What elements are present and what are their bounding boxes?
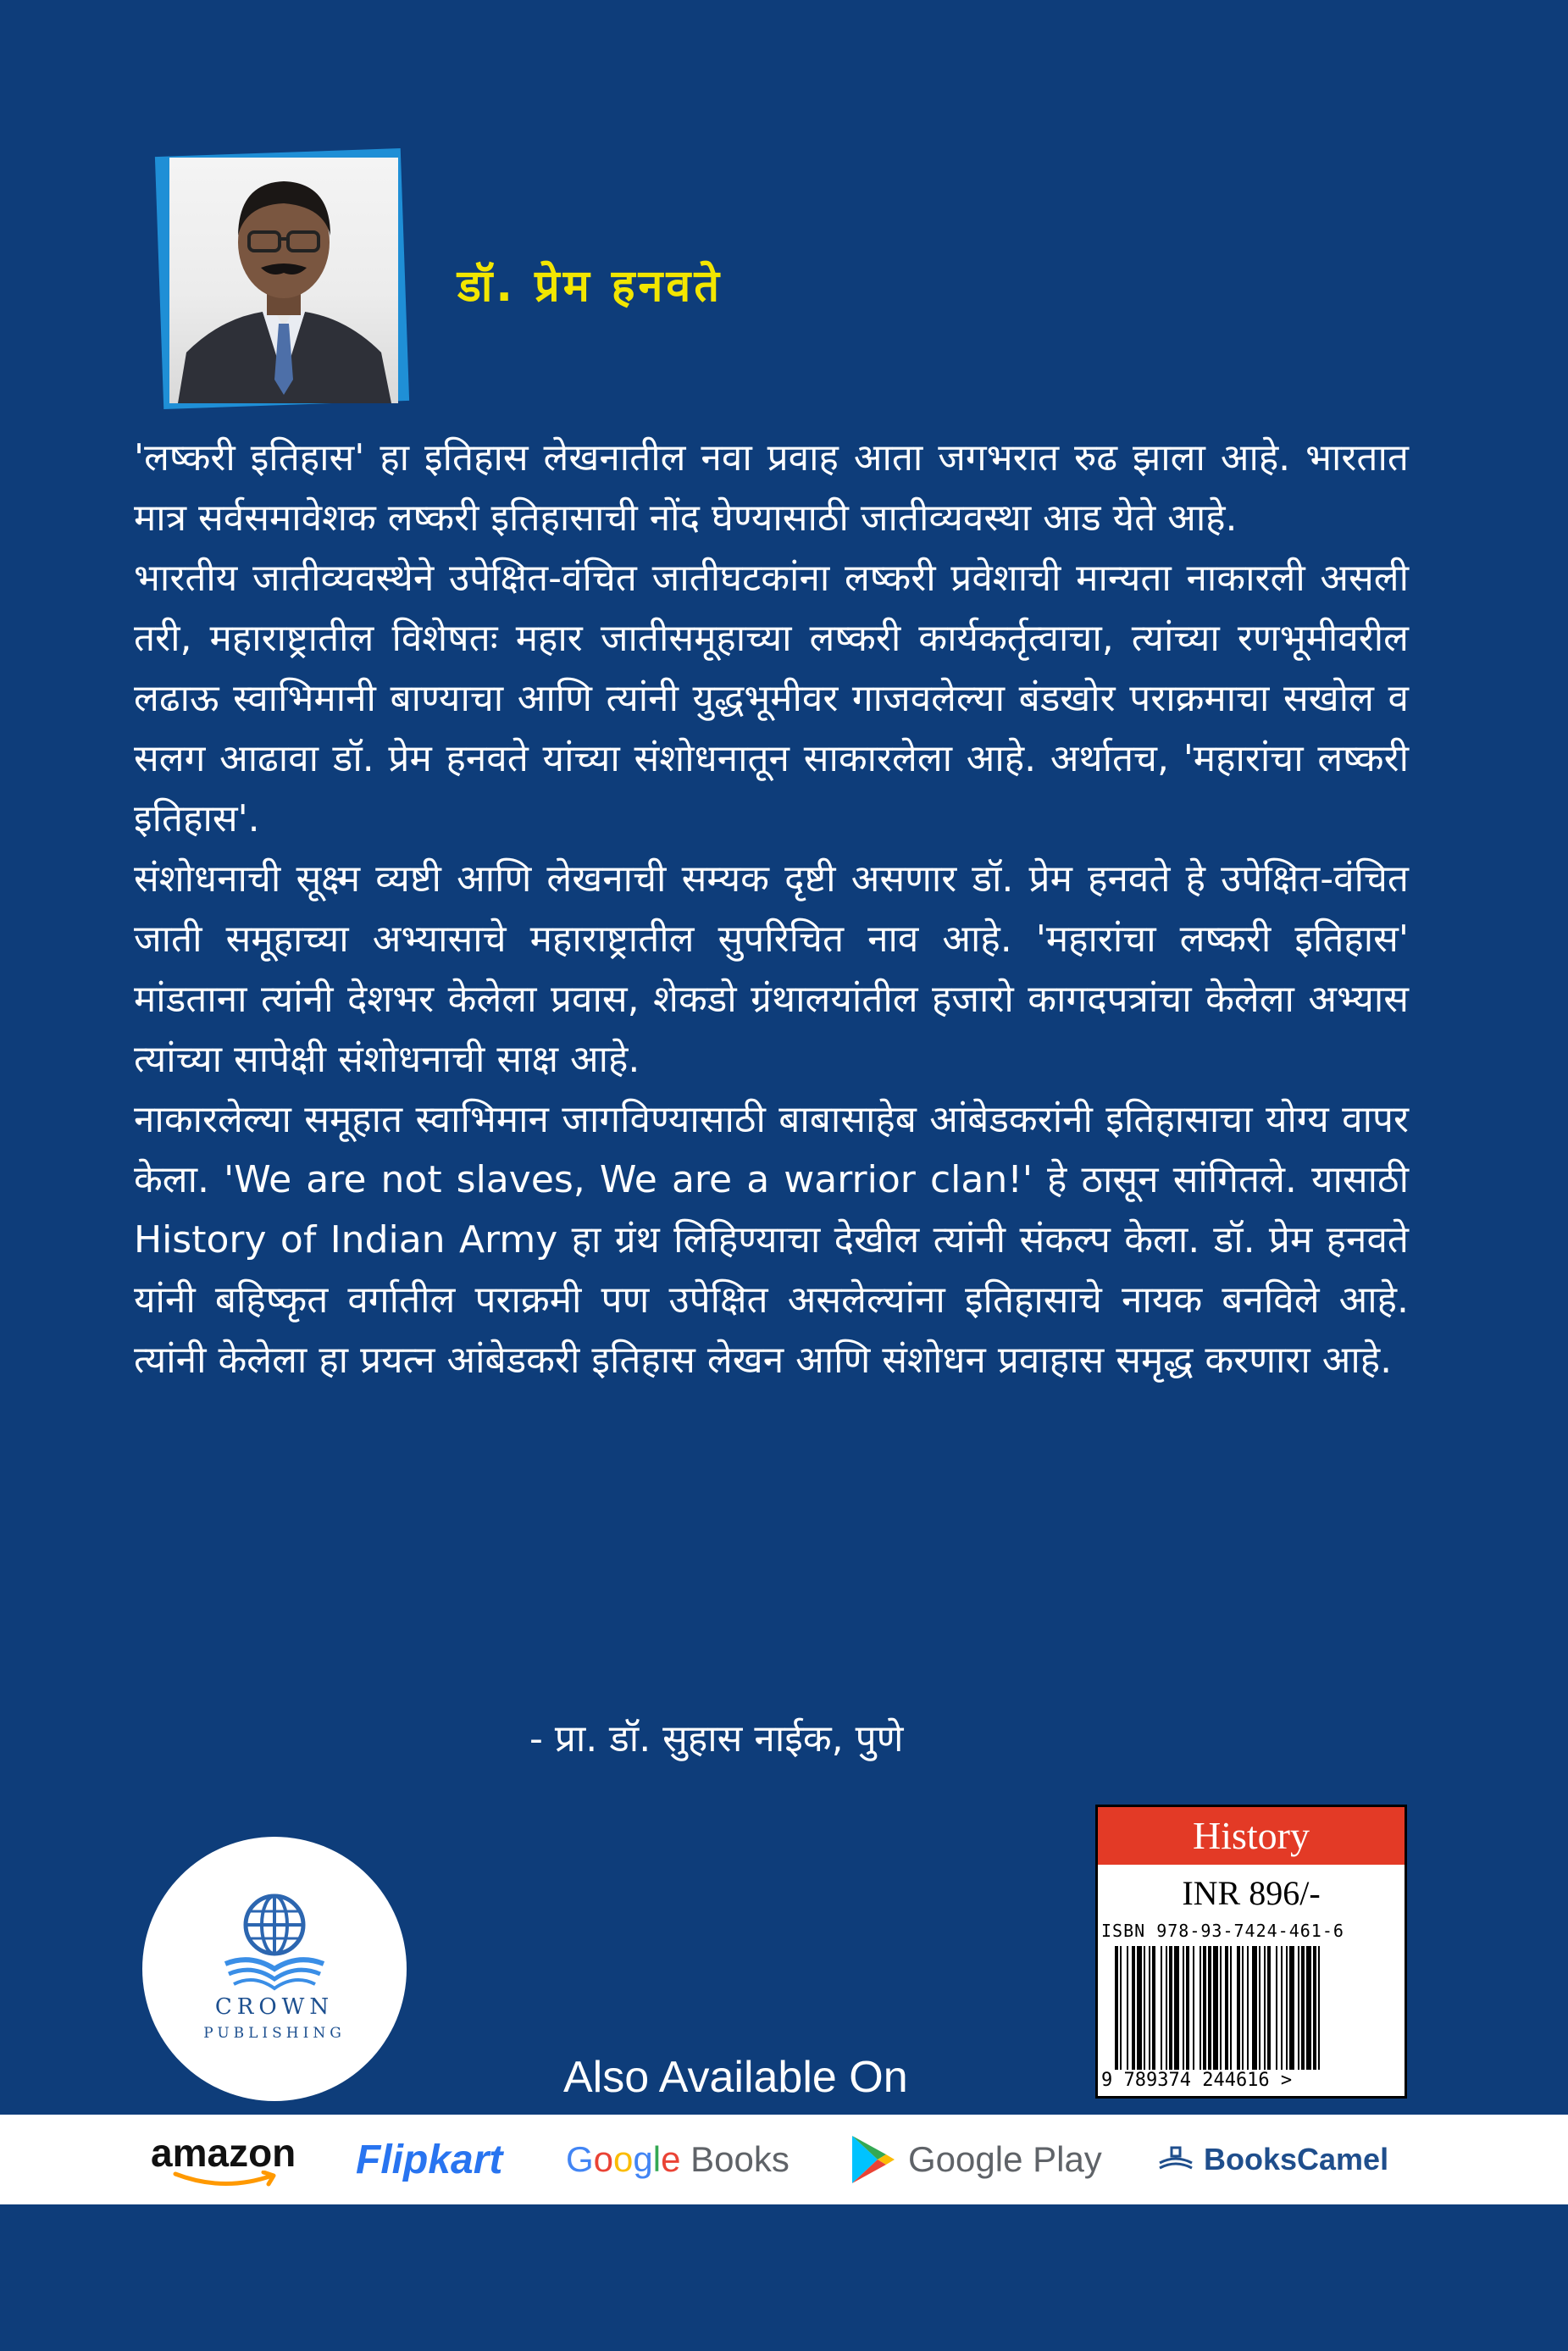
barcode-bar — [1213, 1946, 1218, 2070]
barcode-bar — [1281, 1946, 1283, 2070]
barcode-bar — [1242, 1946, 1244, 2070]
barcode-bar — [1237, 1946, 1240, 2070]
barcode-bar — [1220, 1946, 1222, 2070]
barcode-bar — [1183, 1946, 1184, 2070]
barcode-bar — [1276, 1946, 1277, 2070]
author-name: डॉ. प्रेम हनवते — [457, 261, 723, 312]
barcode-bar — [1200, 1946, 1201, 2070]
barcode-bar — [1289, 1946, 1294, 2070]
google-play-logo-text: Google Play — [908, 2139, 1102, 2179]
blurb-paragraph: भारतीय जातीव्यवस्थेने उपेक्षित-वंचित जातीघटकांना लष्करी प्रवेशाची मान्यता नाकारली असली तरी, महाराष्ट्रातील विशेषतः महार जातीसमूहाच्या लष्करी कार्यकर्तृत्वाचा, त्यांच्या रणभूमीवरील लढाऊ स्वाभिमानी बाण्याचा आणि त्यांनी युद्धभूमीवर गाजवलेल्या बंडखोर पराक्रमाचा सखोल व सलग आढावा डॉ. प्रेम हनवते यांच्या संशोधनातून साकारलेला आहे. अर्थातच, 'महारांचा लष्करी इतिहास'. — [134, 557, 1409, 840]
also-available-heading: Also Available On — [563, 2053, 908, 2102]
isbn-label: ISBN 978-93-7424-461-6 — [1101, 1921, 1344, 1941]
bookscamel-logo-text: BooksCamel — [1204, 2142, 1389, 2176]
barcode-bar — [1120, 1946, 1122, 2070]
price-label: INR 896/- — [1182, 1874, 1321, 1912]
barcode-bar — [1152, 1946, 1155, 2070]
barcode-bar — [1115, 1946, 1118, 2070]
retailer-strip — [0, 2115, 1568, 2204]
flipkart-logo-text: Flipkart — [356, 2137, 503, 2182]
barcode-bar — [1313, 1946, 1316, 2070]
barcode-bar — [1144, 1946, 1145, 2070]
retailer-google-books[interactable] — [566, 2115, 790, 2204]
barcode-bar — [1230, 1946, 1232, 2070]
barcode-bar — [1259, 1946, 1260, 2070]
barcode-number: 9 789374 244616 > — [1101, 2070, 1293, 2091]
blurb-text — [134, 428, 1409, 1390]
barcode-bar — [1166, 1946, 1167, 2070]
globe-book-icon — [220, 1889, 329, 1993]
barcode-bar — [1137, 1946, 1142, 2070]
retailer-amazon[interactable] — [151, 2115, 296, 2204]
publisher-tagline: PUBLISHING — [203, 2025, 346, 2042]
google-play-icon — [849, 2134, 896, 2185]
barcode-bar — [1247, 1946, 1249, 2070]
author-portrait-image — [169, 158, 398, 403]
barcode-bar — [1318, 1946, 1320, 2070]
barcode-bar — [1301, 1946, 1305, 2070]
blurb-paragraph: 'लष्करी इतिहास' हा इतिहास लेखनातील नवा प्रवाह आता जगभरात रुढ झाला आहे. भारतात मात्र सर्वसमावेशक लष्करी इतिहासाची नोंद घेण्यासाठी जातीव्यवस्था आड येते आहे. — [134, 436, 1409, 540]
barcode-bar — [1161, 1946, 1162, 2070]
barcode-bar — [1186, 1946, 1189, 2070]
author-photo — [169, 158, 398, 403]
barcode-bar — [1286, 1946, 1288, 2070]
barcode-bar — [1149, 1946, 1150, 2070]
barcode-bar — [1174, 1946, 1179, 2070]
retailer-flipkart[interactable] — [356, 2115, 502, 2204]
blurb-paragraph: नाकारलेल्या समूहात स्वाभिमान जागविण्यासाठी बाबासाहेब आंबेडकरांनी इतिहासाचा योग्य वापर केला. 'We are not slaves, We are a warrior clan!' हे ठासून सांगितले. यासाठी History of Indian Army हा ग्रंथ लिहिण्याचा देखील त्यांनी संकल्प केला. डॉ. प्रेम हनवते यांनी बहिष्कृत वर्गातील पराक्रमी पण उपेक्षित असलेल्यांना इतिहासाचे नायक बनविले आहे. त्यांनी केलेला हा प्रयत्न आंबेडकरी इतिहास लेखन आणि संशोधन प्रवाहास समृद्ध करणारा आहे. — [134, 1098, 1409, 1382]
barcode-bar — [1298, 1946, 1299, 2070]
blurb-signature: - प्रा. डॉ. सुहास नाईक, पुणे — [529, 1717, 904, 1760]
barcode-bar — [1193, 1946, 1194, 2070]
barcode-label — [1095, 1805, 1407, 2099]
amazon-logo-text: amazon — [151, 2131, 296, 2175]
amazon-smile-icon — [160, 2171, 287, 2189]
google-books-logo-text: Google Books — [566, 2139, 790, 2179]
barcode-bar — [1208, 1946, 1211, 2070]
barcode-bar — [1132, 1946, 1135, 2070]
barcode-bar — [1267, 1946, 1271, 2070]
barcode-bar — [1306, 1946, 1311, 2070]
barcode-bar — [1264, 1946, 1266, 2070]
bookscamel-icon — [1156, 2143, 1195, 2176]
publisher-logo — [142, 1837, 407, 2101]
barcode-bar — [1252, 1946, 1257, 2070]
blurb-paragraph: संशोधनाची सूक्ष्म व्यष्टी आणि लेखनाची सम्यक दृष्टी असणार डॉ. प्रेम हनवते हे उपेक्षित-वंचित जाती समूहाच्या अभ्यासाचे महाराष्ट्रातील सुपरिचित नाव आहे. 'महारांचा लष्करी इतिहास' मांडताना त्यांनी देशभर केलेला प्रवास, शेकडो ग्रंथालयांतील हजारो कागदपत्रांचा केलेला अभ्यास त्यांच्या सापेक्षी संशोधनाची साक्ष आहे. — [134, 857, 1409, 1081]
barcode-bar — [1127, 1946, 1128, 2070]
barcode-bar — [1203, 1946, 1206, 2070]
retailer-google-play[interactable] — [849, 2115, 1102, 2204]
barcode-bar — [1225, 1946, 1228, 2070]
barcode-bar — [1169, 1946, 1172, 2070]
barcode-image — [1115, 1946, 1390, 2070]
retailer-bookscamel[interactable] — [1156, 2115, 1388, 2204]
publisher-name: CROWN — [214, 1994, 335, 2020]
genre-label: History — [1098, 1807, 1405, 1865]
